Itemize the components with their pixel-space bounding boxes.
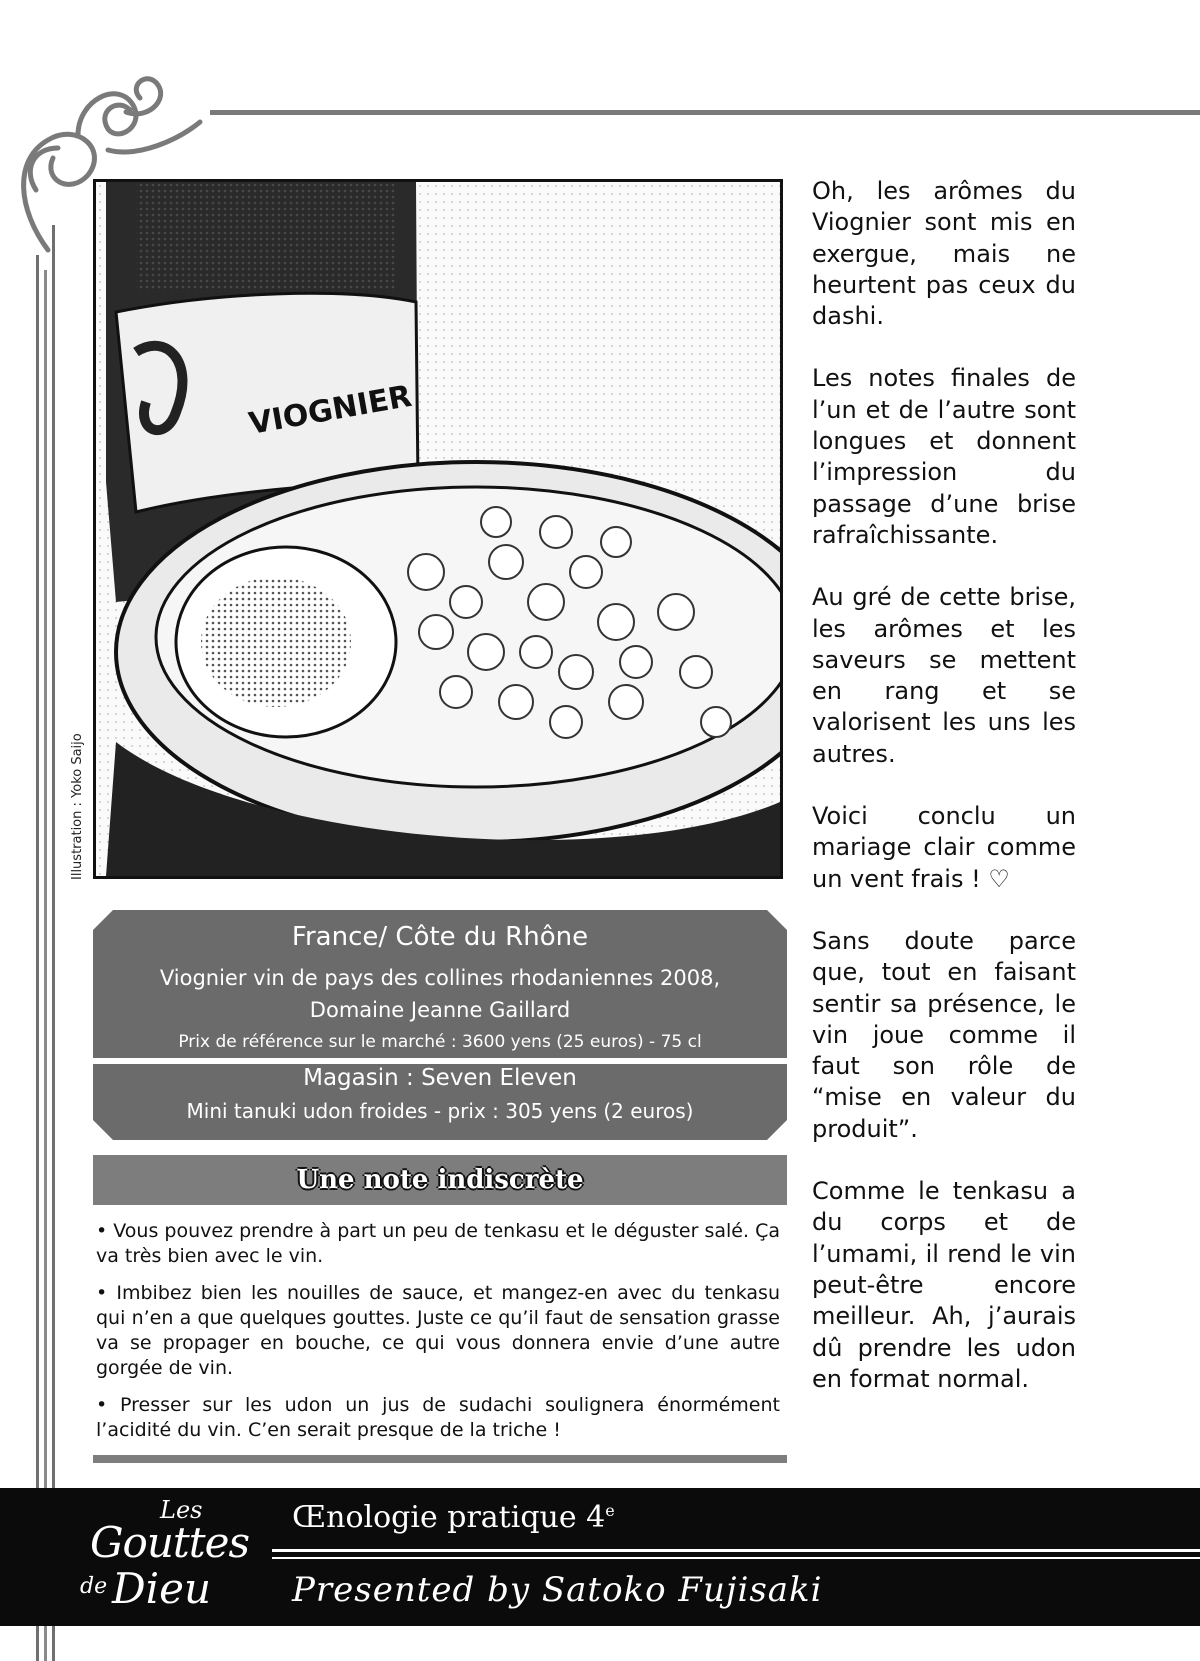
udon-price: Mini tanuki udon froides - prix : 305 yens (2 euros) <box>186 1099 694 1123</box>
tasting-text-column <box>812 176 1076 1426</box>
series-title-text: Œnologie pratique 4 <box>292 1500 606 1535</box>
illustration-drawing <box>96 182 780 876</box>
left-border-line <box>44 1626 47 1661</box>
paragraph: Au gré de cette brise, les arômes et les saveurs se mettent en rang et se valorisent les uns les autres. <box>812 583 1076 768</box>
left-border-line <box>52 225 55 1661</box>
paragraph: Comme le tenkasu a du corps et de l’umami, il rend le vin peut-être encore meilleur. Ah, j’aurais dû prendre les udon en format normal. <box>812 1177 1076 1393</box>
left-border-line <box>36 1626 39 1661</box>
bottom-margin <box>0 1626 1200 1661</box>
left-border-line <box>36 255 39 1661</box>
svg-text:VIOGNIER: VIOGNIER <box>246 378 415 442</box>
note-list <box>96 1219 780 1455</box>
paragraph: Sans doute parce que, tout en faisant sentir sa présence, le vin joue comme il faut son rôle de “mise en valeur du produit”. <box>812 926 1076 1143</box>
logo-les: Les <box>160 1496 203 1524</box>
logo-de: de <box>80 1574 108 1599</box>
note-item: • Presser sur les udon un jus de sudachi soulignera énormément l’acidité du vin. C’en serait presque de la triche ! <box>96 1394 780 1441</box>
logo-gouttes: Gouttes <box>90 1518 250 1567</box>
series-title-sup: e <box>605 1501 615 1520</box>
footer-rule <box>272 1549 1200 1552</box>
paragraph: Les notes finales de l’un et de l’autre sont longues et donnent l’impression du passage d’une brise rafraîchissante. <box>812 364 1076 549</box>
paragraph: Voici conclu un mariage clair comme un vent frais ! ♡ <box>812 802 1076 893</box>
note-bottom-rule <box>93 1455 787 1463</box>
wine-name-line1: Viognier vin de pays des collines rhodaniennes 2008, <box>159 966 721 990</box>
paragraph: Oh, les arômes du Viognier sont mis en exergue, mais ne heurtent pas ceux du dashi. <box>812 177 1076 331</box>
wine-region: France/ Côte du Rhône <box>291 922 589 952</box>
wine-info-box <box>93 910 787 1140</box>
note-title: Une note indiscrète <box>93 1155 787 1205</box>
left-border-line <box>52 1626 55 1661</box>
shop-name: Magasin : Seven Eleven <box>303 1065 577 1091</box>
author-credit: Presented by Satoko Fujisaki <box>292 1570 823 1610</box>
wine-and-udon-illustration <box>93 179 783 879</box>
logo-dieu: Dieu <box>112 1564 212 1613</box>
series-title <box>292 1500 615 1535</box>
top-rule <box>210 110 1200 115</box>
note-item: • Vous pouvez prendre à part un peu de tenkasu et le déguster salé. Ça va très bien avec le vin. <box>96 1220 780 1267</box>
illustration-credit: Illustration : Yoko Saijo <box>70 733 85 880</box>
footer-rule <box>272 1557 1200 1559</box>
wine-name-line2: Domaine Jeanne Gaillard <box>309 998 571 1022</box>
wine-price: Prix de référence sur le marché : 3600 yens (25 euros) - 75 cl <box>178 1032 702 1052</box>
note-item: • Imbibez bien les nouilles de sauce, et mangez-en avec du tenkasu qui n’en a que quelques gouttes. Juste ce qu’il faut de sensation grasse va se propager en bouche, ce qui vous donnera envie d’une autre gorgée de vin. <box>96 1282 780 1379</box>
left-border-line <box>44 270 47 1661</box>
